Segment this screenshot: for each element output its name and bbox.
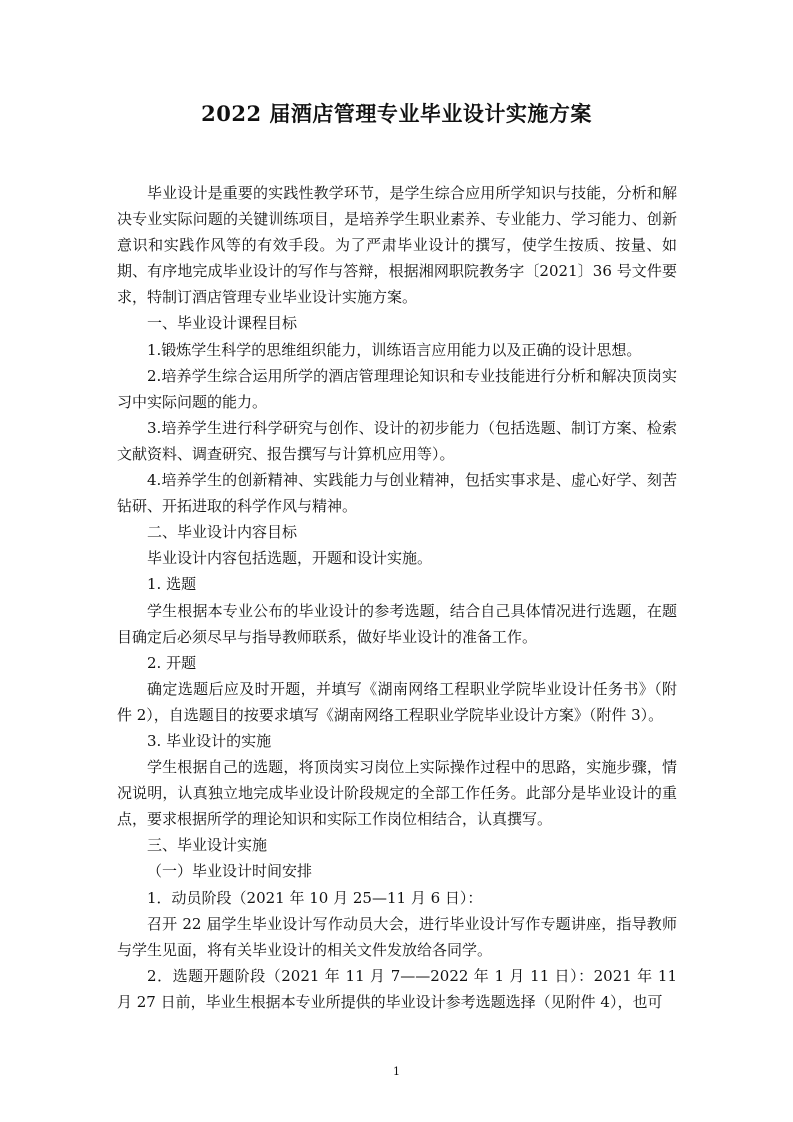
document-title: 2022 届酒店管理专业毕业设计实施方案 — [201, 101, 592, 126]
subheading-topic-selection: 1. 选题 — [147, 575, 197, 594]
subheading-schedule: （一）毕业设计时间安排 — [147, 862, 313, 881]
section-heading-course-goals: 一、毕业设计课程目标 — [147, 314, 298, 333]
section-heading-execution: 三、毕业设计实施 — [147, 836, 268, 855]
subheading-implementation: 3. 毕业设计的实施 — [147, 731, 272, 750]
goal-item-2: 2.培养学生综合运用所学的酒店管理理论知识和专业技能进行分析和解决顶岗实习中实际问题的能力。 — [117, 366, 677, 411]
intro-paragraph: 毕业设计是重要的实践性教学环节，是学生综合应用所学知识与技能，分析和解决专业实际问题的关键训练项目，是培养学生职业素养、专业能力、学习能力、创新意识和实践作风等的有效手段。为了严肃毕业设计的撰写，使学生按质、按量、如期、有序地完成毕业设计的写作与答辩，根据湘网职院教务字〔2021〕36 号文件要求，特制订酒店管理专业毕业设计实施方案。 — [117, 184, 677, 307]
topic-selection-paragraph: 学生根据本专业公布的毕业设计的参考选题，结合自己具体情况进行选题，在题目确定后必须尽早与指导教师联系，做好毕业设计的准备工作。 — [117, 601, 677, 646]
subheading-proposal: 2. 开题 — [147, 653, 197, 672]
schedule-item-1: 1．动员阶段（2021 年 10 月 25—11 月 6 日）： — [147, 888, 483, 907]
page-number: 1 — [393, 1065, 400, 1078]
schedule-item-2: 2．选题开题阶段（2021 年 11 月 7——2022 年 1 月 11 日）：2021 年 11 月 27 日前，毕业生根据本专业所提供的毕业设计参考选题选择（见附件 4），也可 — [117, 966, 677, 1011]
implementation-paragraph: 学生根据自己的选题，将顶岗实习岗位上实际操作过程中的思路，实施步骤，情况说明，认真独立地完成毕业设计阶段规定的全部工作任务。此部分是毕业设计的重点，要求根据所学的理论知识和实际工作岗位相结合，认真撰写。 — [117, 758, 677, 829]
schedule-item-1-detail: 召开 22 届学生毕业设计写作动员大会，进行毕业设计写作专题讲座，指导教师与学生见面，将有关毕业设计的相关文件发放给各同学。 — [117, 914, 677, 959]
document-body — [117, 180, 677, 1015]
goal-item-3: 3.培养学生进行科学研究与创作、设计的初步能力（包括选题、制订方案、检索文献资料、调查研究、报告撰写与计算机应用等）。 — [117, 418, 677, 463]
section-heading-content-goals: 二、毕业设计内容目标 — [147, 523, 298, 542]
proposal-paragraph: 确定选题后应及时开题，并填写《湖南网络工程职业学院毕业设计任务书》（附件 2），自选题目的按要求填写《湖南网络工程职业学院毕业设计方案》（附件 3）。 — [117, 679, 677, 724]
goal-item-4: 4.培养学生的创新精神、实践能力与创业精神，包括实事求是、虚心好学、刻苦钻研、开拓进取的科学作风与精神。 — [117, 471, 677, 516]
content-summary: 毕业设计内容包括选题，开题和设计实施。 — [147, 549, 433, 568]
goal-item-1: 1.锻炼学生科学的思维组织能力，训练语言应用能力以及正确的设计思想。 — [147, 340, 642, 359]
